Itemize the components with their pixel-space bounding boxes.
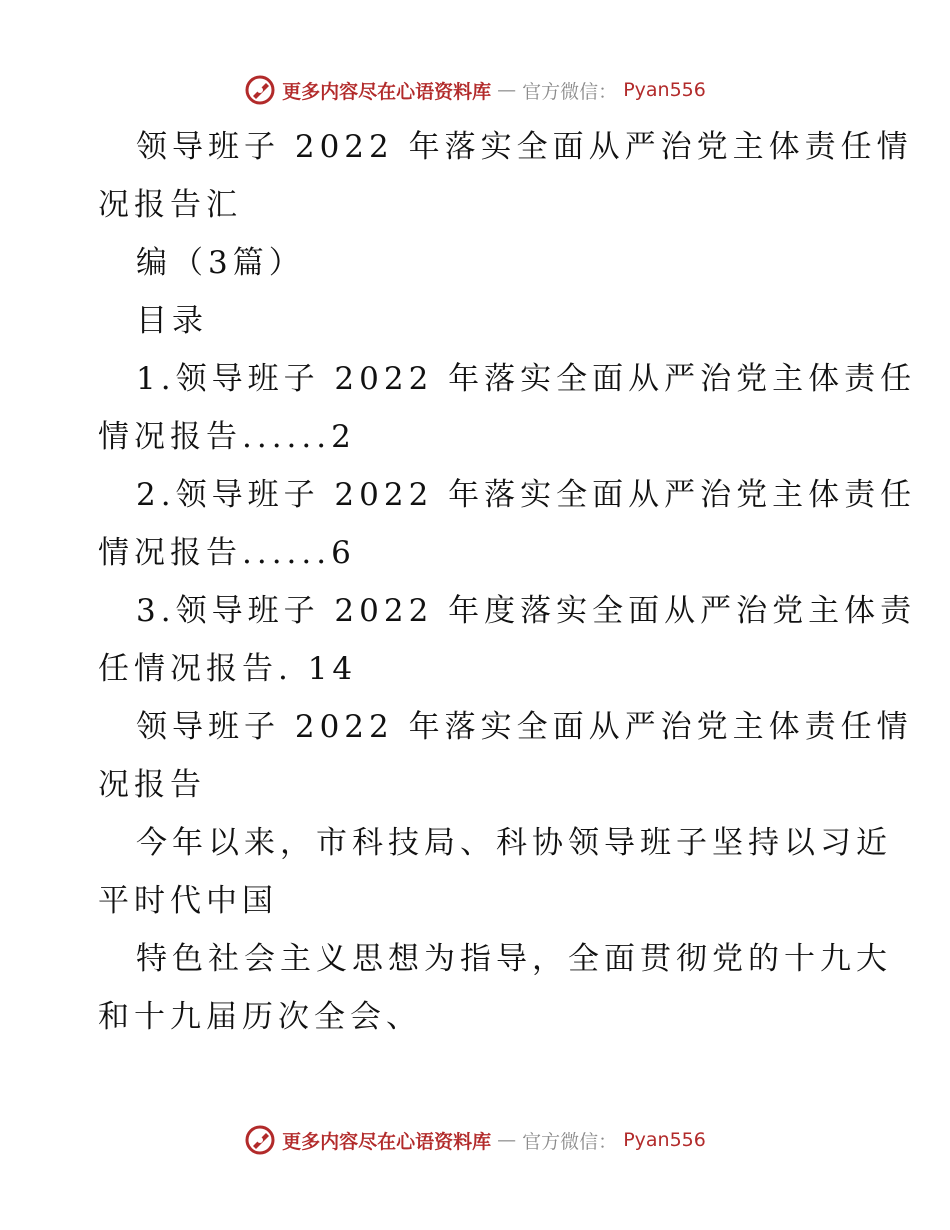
pen-circle-logo-icon: [244, 1124, 276, 1156]
doc-line: 领导班子 2022 年落实全面从严治党主体责任情: [136, 129, 913, 165]
header-watermark: [0, 74, 950, 106]
body-paragraph-line: 平时代中国: [98, 883, 278, 919]
watermark-contact-id: Pyan556: [623, 1129, 706, 1151]
toc-entry-2: 2.领导班子 2022 年落实全面从严治党主体责任: [136, 477, 917, 513]
watermark-brand: 更多内容尽在心语资料库: [282, 80, 492, 103]
toc-entry-1-cont: 情况报告......2: [98, 419, 356, 455]
body-paragraph-line: 特色社会主义思想为指导，全面贯彻党的十九大: [136, 941, 892, 977]
toc-entry-2-cont: 情况报告......6: [98, 535, 356, 571]
doc-line: 况报告汇: [98, 187, 242, 223]
toc-entry-3: 3.领导班子 2022 年度落实全面从严治党主体责: [136, 593, 917, 629]
watermark-dash: —: [497, 1129, 517, 1151]
section-title-cont: 况报告: [98, 767, 206, 803]
doc-line: 编（3篇）: [136, 245, 305, 281]
watermark-contact-id: Pyan556: [623, 79, 706, 101]
watermark-contact-label: 官方微信：: [522, 80, 618, 103]
watermark-brand: 更多内容尽在心语资料库: [282, 1130, 492, 1153]
body-paragraph-line: 今年以来，市科技局、科协领导班子坚持以习近: [136, 825, 892, 861]
section-title: 领导班子 2022 年落实全面从严治党主体责任情: [136, 709, 913, 745]
watermark-contact-label: 官方微信：: [522, 1130, 618, 1153]
pen-circle-logo-icon: [244, 74, 276, 106]
watermark-dash: —: [497, 79, 517, 101]
body-paragraph-line: 和十九届历次全会、: [98, 999, 422, 1035]
document-body: [98, 118, 917, 1046]
toc-entry-3-cont: 任情况报告. 14: [98, 651, 358, 687]
toc-entry-1: 1.领导班子 2022 年落实全面从严治党主体责任: [136, 361, 917, 397]
toc-heading: 目录: [136, 303, 208, 339]
footer-watermark: [0, 1124, 950, 1156]
